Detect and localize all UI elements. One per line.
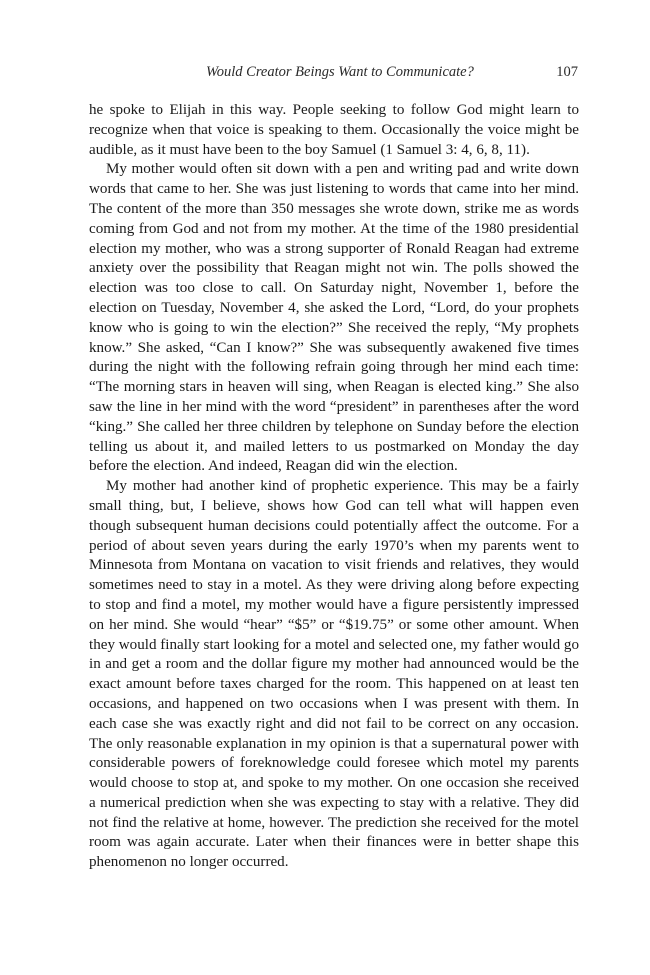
paragraph-continuation: he spoke to Elijah in this way. People seeking to follow God might learn to recognize when that voice is speaking to them. Occasionally the voice might be audible, as it must have been to the boy Samuel (1 Samuel 3: 4, 6, 8, 11). [89, 102, 579, 158]
body-text [89, 101, 579, 873]
paragraph-motel-prophecy: My mother had another kind of prophetic experience. This may be a fairly small thing, but, I believe, shows how God can tell what will happen even though subsequent human decisions could potentially affect the outcome. For a period of about seven years during the early 1970’s when my parents went to Minnesota from Montana on vacation to visit friends and relatives, they would sometimes need to stay in a motel. As they were driving along before expecting to stop and find a motel, my mother would have a figure persistently impressed on her mind. She would “hear” “$5” or “$19.75” or some other amount. When they would finally start looking for a motel and selected one, my father would go in and get a room and the dollar figure my mother had announced would be the exact amount before taxes charged for the room. This happened on at least ten occasions, and happened on two occasions when I was present with them. In each case she was exactly right and did not fail to be correct on any occasion. The only reasonable explanation in my opinion is that a supernatural power with considerable powers of foreknowledge could foresee which motel my parents would choose to stop at, and spoke to my mother. On one occasion she received a numerical prediction when she was expecting to stay with a relative. They did not find the relative at home, however. The prediction she received for the motel room was again accurate. Later when their finances were in better shape this phenomenon no longer occurred. [89, 478, 580, 871]
paragraph-election-prophecy: My mother would often sit down with a pen and writing pad and write down words that came to her. She was just listening to words that came into her mind. The content of the more than 350 messages she wrote down, strike me as words coming from God and not from my mother. At the time of the 1980 presidential election my mother, who was a strong supporter of Ronald Reagan had extreme anxiety over the possibility that Reagan might not win. The polls showed the election was too close to call. On Saturday night, November 1, before the election on Tuesday, November 4, she asked the Lord, “Lord, do your prophets know who is going to win the election?” She received the reply, “My prophets know.” She asked, “Can I know?” She was subsequently awakened five times during the night with the following refrain going through her mind each time: “The morning stars in heaven will sing, when Reagan is elected king.” She also saw the line in her mind with the word “president” in parentheses after the word “king.” She called her three children by telephone on Sunday before the election telling us about it, and mailed letters to us postmarked on Monday the day before the election. And indeed, Reagan did win the election. [89, 161, 579, 475]
running-title: Would Creator Beings Want to Communicate? [206, 64, 474, 80]
page-number: 107 [556, 64, 578, 80]
running-head [86, 62, 578, 86]
